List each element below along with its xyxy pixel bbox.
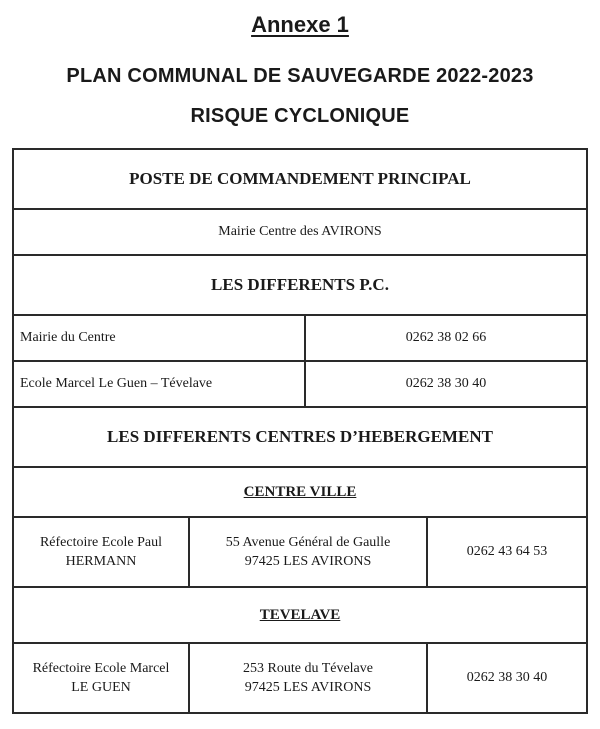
shelter-address-line2: 97425 LES AVIRONS — [244, 554, 372, 569]
main-pc-header-row — [13, 149, 587, 209]
document-title: PLAN COMMUNAL DE SAUVEGARDE 2022-2023 — [66, 65, 534, 87]
pc-name: Ecole Marcel Le Guen – Tévelave — [13, 361, 305, 407]
shelter-phone: 0262 38 30 40 — [427, 643, 587, 713]
main-pc-location-row — [13, 209, 587, 255]
shelter-row — [13, 643, 587, 713]
shelter-place-line1: Réfectoire Ecole Marcel — [32, 661, 170, 676]
zone-header-row — [13, 587, 587, 643]
pc-phone: 0262 38 30 40 — [305, 361, 587, 407]
shelter-phone: 0262 43 64 53 — [427, 517, 587, 587]
pc-row — [13, 361, 587, 407]
shelter-row — [13, 517, 587, 587]
shelters-header: LES DIFFERENTS CENTRES D’HEBERGEMENT — [13, 407, 587, 467]
shelter-address — [189, 643, 427, 713]
zone-name: TEVELAVE — [13, 587, 587, 643]
shelter-address-line1: 253 Route du Tévelave — [243, 661, 373, 676]
pc-phone: 0262 38 02 66 — [305, 315, 587, 361]
main-pc-location: Mairie Centre des AVIRONS — [13, 209, 587, 255]
shelter-place — [13, 517, 189, 587]
shelter-place-line1: Réfectoire Ecole Paul — [39, 535, 163, 550]
pcs-header: LES DIFFERENTS P.C. — [13, 255, 587, 315]
shelter-place-line2: LE GUEN — [71, 680, 131, 695]
shelter-address-line1: 55 Avenue Général de Gaulle — [225, 535, 391, 550]
zone-header-row — [13, 467, 587, 517]
pc-row — [13, 315, 587, 361]
main-pc-header: POSTE DE COMMANDEMENT PRINCIPAL — [13, 149, 587, 209]
shelter-address — [189, 517, 427, 587]
shelter-place — [13, 643, 189, 713]
zone-name: CENTRE VILLE — [13, 467, 587, 517]
annex-label: Annexe 1 — [251, 12, 349, 37]
emergency-plan-table — [12, 148, 588, 714]
document-subtitle: RISQUE CYCLONIQUE — [190, 105, 410, 127]
shelters-header-row — [13, 407, 587, 467]
pcs-header-row — [13, 255, 587, 315]
shelter-address-line2: 97425 LES AVIRONS — [244, 680, 372, 695]
shelter-place-line2: HERMANN — [65, 554, 137, 569]
pc-name: Mairie du Centre — [13, 315, 305, 361]
